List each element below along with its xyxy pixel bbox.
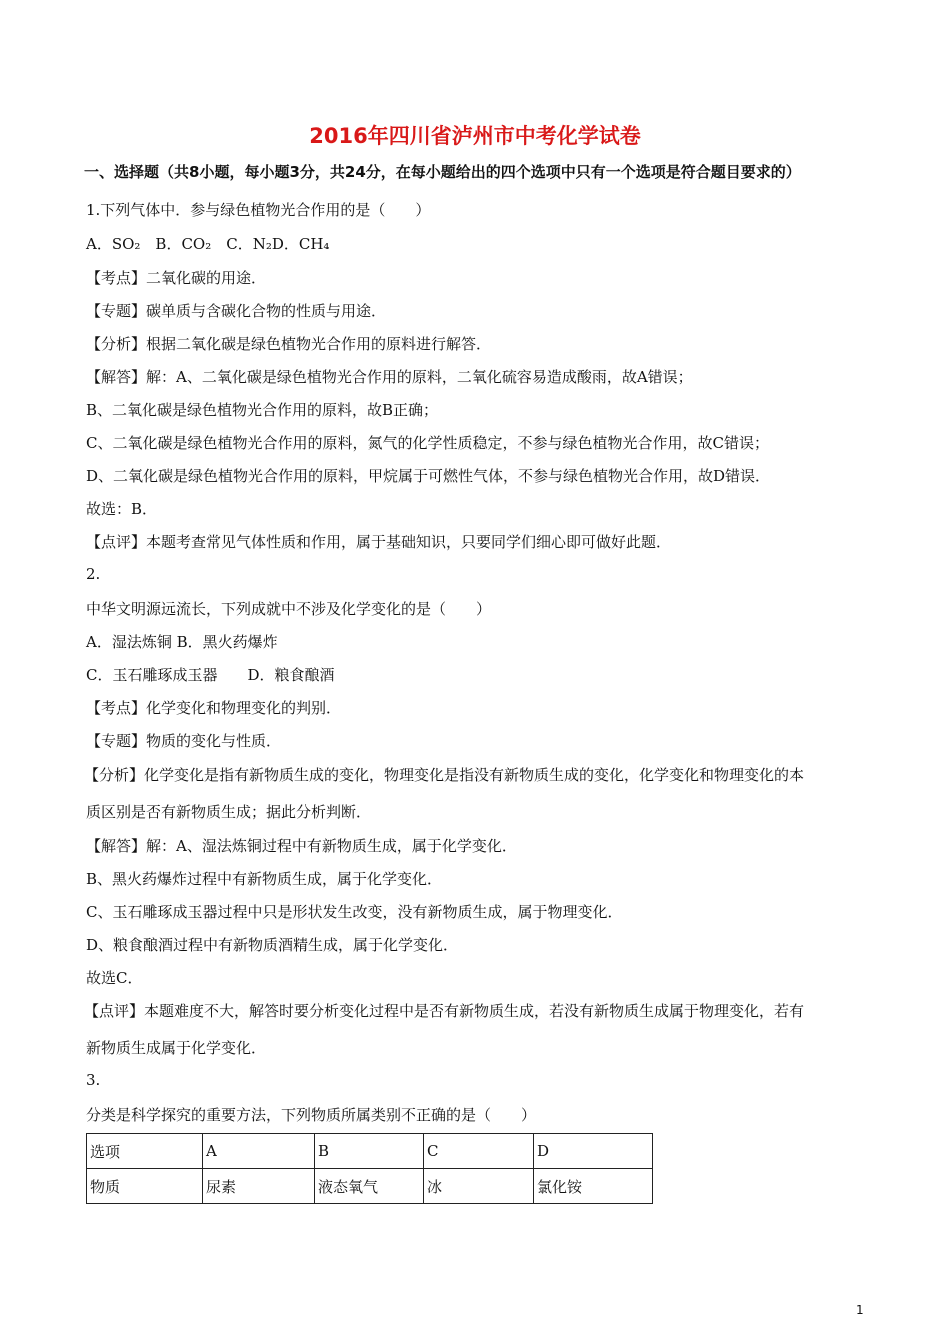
q2-option-b-explain: B、黑火药爆炸过程中有新物质生成，属于化学变化．: [86, 870, 443, 888]
q2-zhuanti: 【专题】物质的变化与性质．: [86, 732, 282, 750]
q2-jieda: 【解答】解：A、湿法炼铜过程中有新物质生成，属于化学变化．: [86, 837, 517, 855]
table-cell: B: [315, 1134, 424, 1169]
table-cell: 氯化铵: [534, 1169, 653, 1204]
page-number: 1: [856, 1303, 864, 1317]
table-cell: 液态氧气: [315, 1169, 424, 1204]
q1-answer: 故选：B．: [86, 500, 158, 518]
q2-option-d-explain: D、粮食酿酒过程中有新物质酒精生成，属于化学变化．: [86, 936, 459, 954]
table-cell: 选项: [87, 1134, 203, 1169]
q2-stem: 中华文明源远流长，下列成就中不涉及化学变化的是（ ）: [86, 600, 492, 618]
q1-stem: 1.下列气体中．参与绿色植物光合作用的是（ ）: [86, 201, 431, 219]
page-title: 2016年四川省泸州市中考化学试卷: [309, 124, 641, 148]
q1-fenxi: 【分析】根据二氧化碳是绿色植物光合作用的原料进行解答．: [86, 335, 492, 353]
table-cell: C: [424, 1134, 534, 1169]
q2-dianping-line2: 新物质生成属于化学变化．: [86, 1039, 267, 1057]
q1-options: A．SO₂ B．CO₂ C．N₂D．CH₄: [86, 235, 330, 253]
table-cell: 尿素: [203, 1169, 315, 1204]
q1-option-b-explain: B、二氧化碳是绿色植物光合作用的原料，故B正确；: [86, 401, 439, 419]
q2-options-cd: C．玉石雕琢成玉器 D．粮食酿酒: [86, 666, 335, 684]
q2-option-c-explain: C、玉石雕琢成玉器过程中只是形状发生改变，没有新物质生成，属于物理变化．: [86, 903, 623, 921]
table-cell: 冰: [424, 1169, 534, 1204]
q1-dianping: 【点评】本题考查常见气体性质和作用，属于基础知识，只要同学们细心即可做好此题．: [86, 533, 672, 551]
q2-number: 2.: [86, 565, 101, 583]
q1-option-d-explain: D、二氧化碳是绿色植物光合作用的原料，甲烷属于可燃性气体，不参与绿色植物光合作用，故D错误．: [86, 467, 771, 485]
q2-answer: 故选C．: [86, 969, 143, 987]
q1-option-c-explain: C、二氧化碳是绿色植物光合作用的原料，氮气的化学性质稳定，不参与绿色植物光合作用，故C错误；: [86, 434, 769, 452]
q3-number: 3.: [86, 1071, 101, 1089]
section-heading: 一、选择题（共8小题，每小题3分，共24分，在每小题给出的四个选项中只有一个选项是符合题目要求的）: [84, 163, 801, 181]
q2-kaodian: 【考点】化学变化和物理变化的判别．: [86, 699, 342, 717]
q2-dianping-line1: 【点评】本题难度不大，解答时要分析变化过程中是否有新物质生成，若没有新物质生成属于物理变化，若有: [84, 1002, 805, 1020]
table-cell: D: [534, 1134, 653, 1169]
q1-jieda: 【解答】解：A、二氧化碳是绿色植物光合作用的原料，二氧化硫容易造成酸雨，故A错误；: [86, 368, 693, 386]
q3-options-table: [86, 1133, 653, 1204]
table-cell: 物质: [87, 1169, 203, 1204]
table-row: [87, 1169, 653, 1204]
table-cell: A: [203, 1134, 315, 1169]
q3-stem: 分类是科学探究的重要方法，下列物质所属类别不正确的是（ ）: [86, 1106, 537, 1124]
q2-fenxi-line2: 质区别是否有新物质生成；据此分析判断．: [86, 803, 372, 821]
q2-options-ab: A．湿法炼铜 B．黑火药爆炸: [86, 633, 278, 651]
q2-fenxi-line1: 【分析】化学变化是指有新物质生成的变化，物理变化是指没有新物质生成的变化，化学变化和物理变化的本: [84, 766, 805, 784]
q1-kaodian: 【考点】二氧化碳的用途．: [86, 269, 267, 287]
table-header-row: [87, 1134, 653, 1169]
q1-zhuanti: 【专题】碳单质与含碳化合物的性质与用途．: [86, 302, 387, 320]
